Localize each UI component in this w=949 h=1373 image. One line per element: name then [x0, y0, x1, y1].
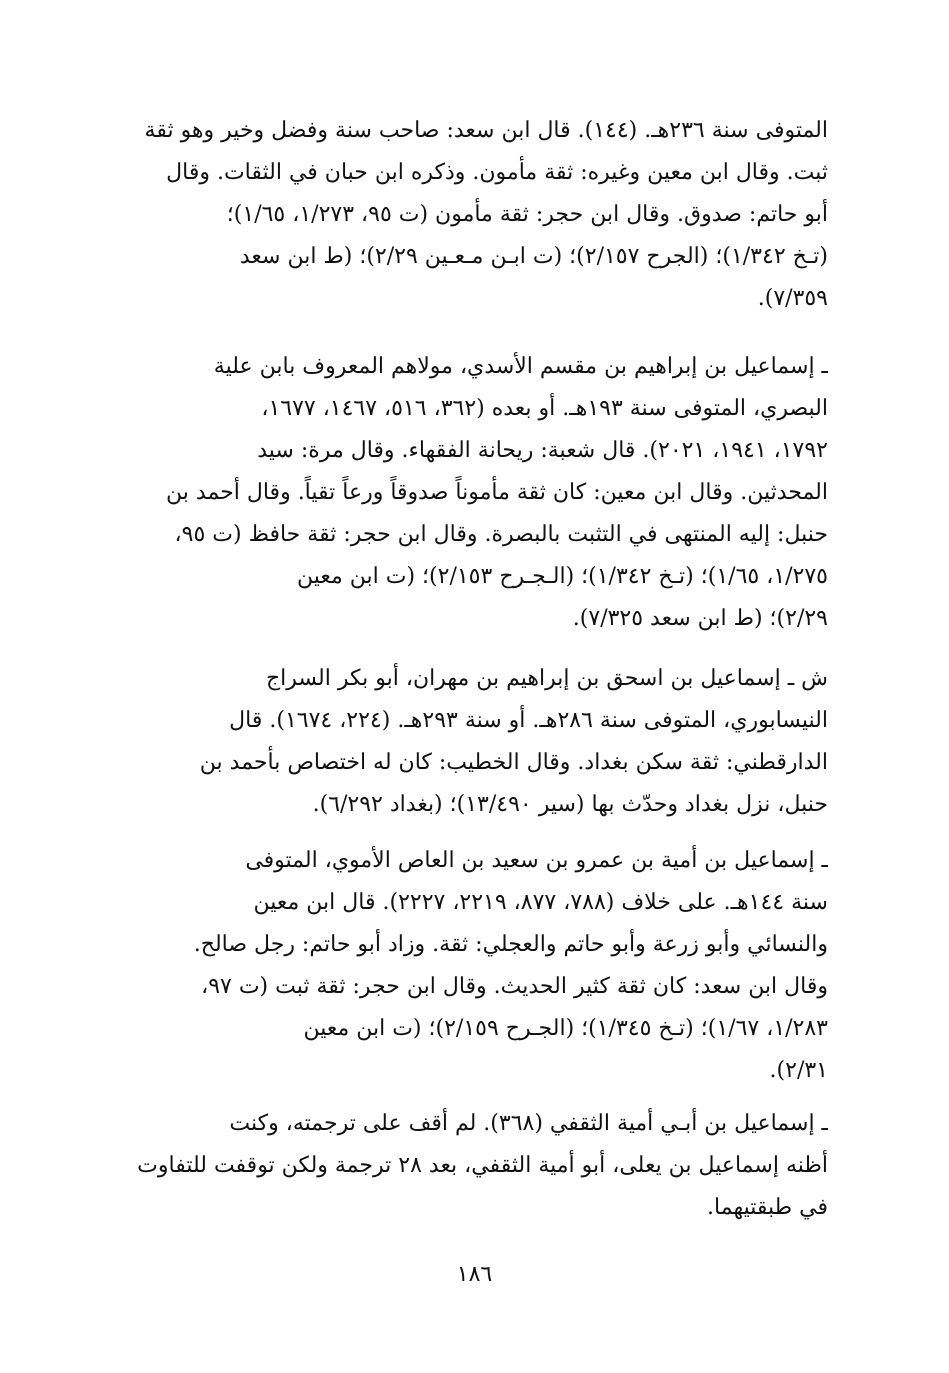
text-line: ٢/٣١). [769, 1058, 828, 1083]
text-line: ثبت. وقال ابن معين وغيره: ثقة مأمون. وذكره ابن حبان في الثقات. وقال [166, 160, 828, 185]
text-line: النيسابوري، المتوفى سنة ٢٨٦هـ. أو سنة ٢٩٣هـ. (٢٢٤، ١٦٧٤). قال [229, 708, 828, 733]
text-line: ٧/٣٥٩). [757, 286, 828, 311]
text-line: أظنه إسماعيل بن يعلى، أبو أمية الثقفي، بعد ٢٨ ترجمة ولكن توقفت للتفاوت [137, 1153, 828, 1178]
text-line: ش ـ إسماعيل بن اسحق بن إبراهيم بن مهران، أبو بكر السراج [265, 666, 828, 691]
text-line: (تـخ ١/٣٤٢)؛ (الجرح ٢/١٥٧)؛ (ت ابـن مـعـين ٢/٢٩)؛ (ط ابن سعد [239, 244, 828, 269]
page-number: ١٨٦ [456, 1262, 493, 1287]
text-line: أبو حاتم: صدوق. وقال ابن حجر: ثقة مأمون (ت ٩٥، ١/٢٧٣، ١/٦٥)؛ [226, 202, 828, 227]
biography-entry-continuation [128, 110, 828, 320]
text-line: سنة ١٤٤هـ. على خلاف (٧٨٨، ٨٧٧، ٢٢١٩، ٢٢٢٧). قال ابن معين [253, 890, 828, 915]
text-line: ١/٢٧٥، ١/٦٥)؛ (تـخ ١/٣٤٢)؛ (الـجـرح ٢/١٥٣)؛ (ت ابن معين [297, 564, 828, 589]
text-line: ـ إسماعيل بن أمية بن عمرو بن سعيد بن العاص الأموي، المتوفى [245, 848, 828, 873]
text-line: حنبل: إليه المنتهى في التثبت بالبصرة. وقال ابن حجر: ثقة حافظ (ت ٩٥، [174, 522, 828, 547]
text-line: المتوفى سنة ٢٣٦هـ. (١٤٤). قال ابن سعد: صاحب سنة وفضل وخير وهو ثقة [144, 118, 828, 143]
text-line: الدارقطني: ثقة سكن بغداد. وقال الخطيب: كان له اختصاص بأحمد بن [199, 750, 828, 775]
text-line: المحدثين. وقال ابن معين: كان ثقة مأموناً صدوقاً ورعاً تقياً. وقال أحمد بن [166, 480, 828, 505]
text-line: ٢/٢٩)؛ (ط ابن سعد ٧/٣٢٥). [572, 606, 828, 631]
biography-entry-ibn-ulayya [128, 346, 828, 640]
text-line: ١/٢٨٣، ١/٦٧)؛ (تـخ ١/٣٤٥)؛ (الجـرح ٢/١٥٩)؛ (ت ابن معين [303, 1016, 828, 1041]
text-line: البصري، المتوفى سنة ١٩٣هـ. أو بعده (٣٦٢، ٥١٦، ١٤٦٧، ١٦٧٧، [261, 396, 828, 421]
biography-entry-ibn-abi-umayya [128, 1103, 828, 1229]
text-line: ١٧٩٢، ١٩٤١، ٢٠٢١). قال شعبة: ريحانة الفقهاء. وقال مرة: سيد [257, 438, 828, 463]
text-line: والنسائي وأبو زرعة وأبو حاتم والعجلي: ثقة. وزاد أبو حاتم: رجل صالح. [193, 932, 828, 957]
text-line: حنبل، نزل بغداد وحدّث بها (سير ١٣/٤٩٠)؛ (بغداد ٦/٢٩٢). [312, 792, 828, 817]
text-line: ـ إسماعيل بن أبـي أمية الثقفي (٣٦٨). لم أقف على ترجمته، وكنت [229, 1111, 828, 1136]
text-line: في طبقتيهما. [707, 1195, 828, 1220]
biography-entry-ismail-ibn-umayya [128, 840, 828, 1092]
text-line: وقال ابن سعد: كان ثقة كثير الحديث. وقال ابن حجر: ثقة ثبت (ت ٩٧، [201, 974, 828, 999]
biography-entry-al-sarraj [128, 658, 828, 826]
text-line: ـ إسماعيل بن إبراهيم بن مقسم الأسدي، مولاهم المعروف بابن علية [213, 354, 828, 379]
